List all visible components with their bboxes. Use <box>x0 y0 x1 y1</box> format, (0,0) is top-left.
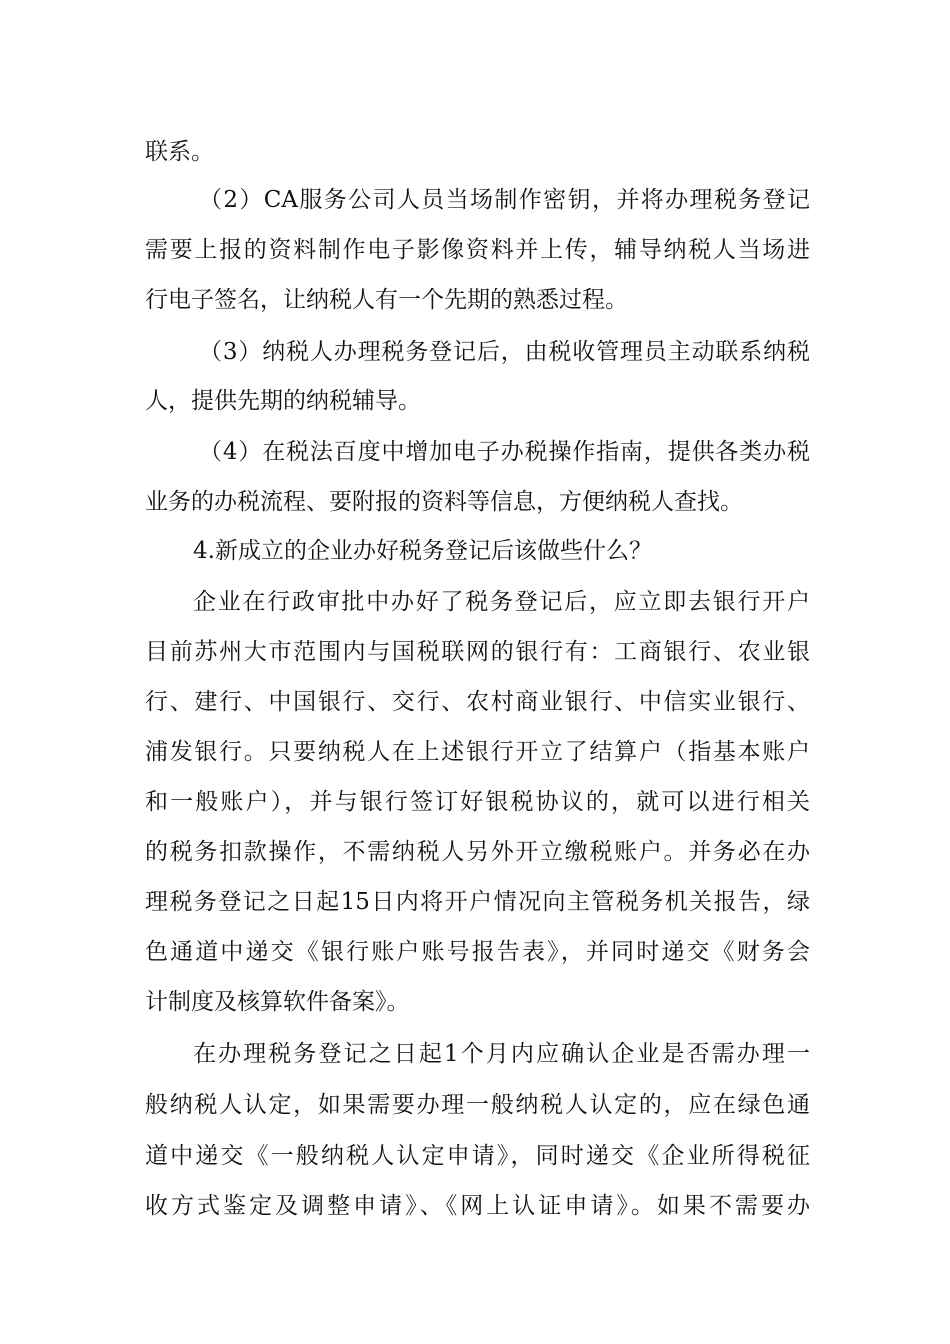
text-line: （2）CA服务公司人员当场制作密钥，并将办理税务登记 <box>199 187 810 213</box>
text-line: 收方式鉴定及调整申请》、《网上认证申请》。如果不需要办 <box>145 1193 810 1219</box>
text-line: 计制度及核算软件备案》。 <box>145 989 410 1015</box>
text-line: 人，提供先期的纳税辅导。 <box>145 388 421 414</box>
text-line: 联系。 <box>145 139 214 165</box>
text-line: 行、建行、中国银行、交行、农村商业银行、中信实业银行、 <box>145 689 810 715</box>
text-line: 般纳税人认定，如果需要办理一般纳税人认定的，应在绿色通 <box>145 1092 810 1118</box>
text-line: （4）在税法百度中增加电子办税操作指南，提供各类办税 <box>199 439 810 465</box>
text-line: 浦发银行。只要纳税人在上述银行开立了结算户（指基本账户 <box>145 739 810 765</box>
text-line: 业务的办税流程、要附报的资料等信息，方便纳税人查找。 <box>145 489 743 515</box>
text-line: 企业在行政审批中办好了税务登记后，应立即去银行开户 <box>193 589 810 615</box>
text-line: （3）纳税人办理税务登记后，由税收管理员主动联系纳税 <box>199 339 810 365</box>
text-line: 在办理税务登记之日起1个月内应确认企业是否需办理一 <box>193 1041 810 1067</box>
text-line: 和一般账户），并与银行签订好银税协议的，就可以进行相关 <box>145 789 810 815</box>
section-heading: 4.新成立的企业办好税务登记后该做些什么？ <box>193 538 652 564</box>
text-line: 理税务登记之日起15日内将开户情况向主管税务机关报告，绿 <box>145 889 810 915</box>
text-line: 行电子签名，让纳税人有一个先期的熟悉过程。 <box>145 287 628 313</box>
text-line: 需要上报的资料制作电子影像资料并上传，辅导纳税人当场进 <box>145 237 810 263</box>
text-line: 的税务扣款操作，不需纳税人另外开立缴税账户。并务必在办 <box>145 839 810 865</box>
text-line: 色通道中递交《银行账户账号报告表》，并同时递交《财务会 <box>145 939 810 965</box>
text-line: 道中递交《一般纳税人认定申请》，同时递交《企业所得税征 <box>145 1143 810 1169</box>
text-line: 目前苏州大市范围内与国税联网的银行有：工商银行、农业银 <box>145 639 810 665</box>
